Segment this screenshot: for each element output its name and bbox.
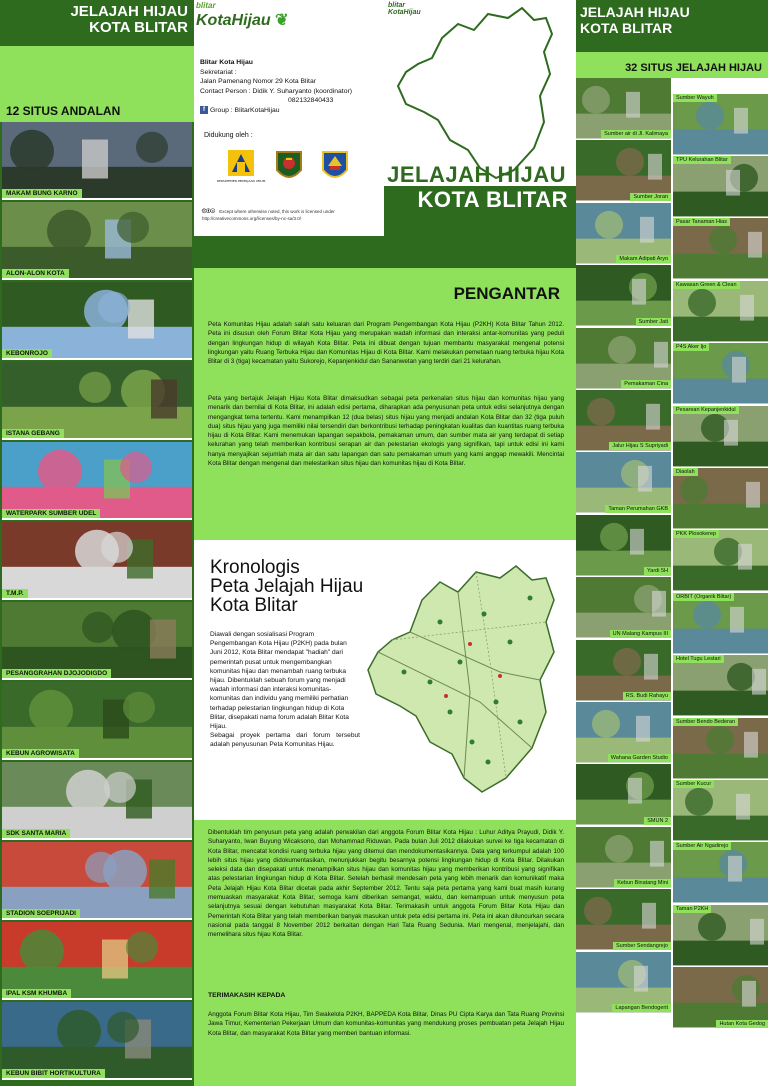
right-site-label: Sumber Kucur	[673, 780, 714, 788]
site-photo-icon	[673, 156, 768, 216]
site-photo-icon	[673, 468, 768, 528]
pengantar-title: PENGANTAR	[453, 284, 560, 303]
right-site-tile	[576, 702, 671, 763]
right-site-tile	[673, 468, 768, 529]
left-site-tile	[2, 842, 192, 920]
site-photo-icon	[2, 122, 192, 198]
right-site-label: TPU Kelurahan Blitar	[673, 156, 731, 164]
right-photo-column	[576, 0, 768, 1086]
lower-paragraph: Dibentuklah tim penyusun peta yang adalah perwakilan dari anggota Forum Blitar Kota Hijau : Luhur Aditya Prayudi, Didik Y. Suharyanto, Iwan Buyung Wicaksono, dan Mohammad Riduwan. Pada bulan Juli 2012 dilakukan survei ke tiga kecamatan di Kota Blitar, mencatat kondisi ruang terbuka hijau yang ditemui dan mendokumentasikannya. Data yang terkumpul adalah 100 lebih situs hijau yang didokumentasikan, menunjukkan begitu besarnya potensi lingkungan hidup di Kota Blitar. Dilakukan seleksi data dan disepakati untuk menampilkan situs hijau dan komunitas hijau yang memberikan kontribusi yang signifikan atas pelestarian lingkungan hidup di Kota Blitar. Setelah berhasil mendesain peta yang lebih menarik dan komunikatif maka Peta Jelajah Hijau Kota Blitar dicetak pada akhir September 2012. Tentu saja peta pertama yang kami buat masih kurang memuaskan masyarakat Kota Blitar, semoga kami diberikan semangat, waktu, dan kemampuan untuk menyusun peta selanjutnya sesuai dengan kebutuhan masyarakat Kota Blitar. Terimakasih untuk anggota Forum Blitar Kota Hijau dan Pemerintah Kota Blitar yang telah memberikan banyak masukan untuk peta edisi pertama ini. Peta ini akan diluncurkan secara nasional pada tanggal 8 November 2012 berkaitan dengan Hari Tata Ruang Sedunia. Mari mengenal, menjelajahi, dan memelihara situs hijau Kota Blitar.	[208, 829, 564, 939]
site-photo-icon	[576, 452, 671, 512]
supported-by-label: Didukung oleh :	[204, 132, 253, 139]
site-photo-icon	[673, 406, 768, 466]
site-photo-icon	[673, 780, 768, 840]
site-photo-icon	[673, 593, 768, 653]
address: Jalan Pamenang Nomor 29 Kota Blitar	[200, 78, 316, 85]
site-photo-icon	[673, 967, 768, 1027]
left-site-label: SDK SANTA MARIA	[2, 829, 70, 838]
right-site-tile	[576, 452, 671, 513]
site-photo-icon	[673, 343, 768, 403]
right-site-tile	[673, 530, 768, 591]
leaf-icon: ❦	[275, 12, 289, 29]
right-site-tile	[673, 967, 768, 1028]
site-photo-icon	[2, 602, 192, 678]
right-site-tile	[673, 718, 768, 779]
pengantar-section	[194, 268, 576, 540]
right-subtitle-band	[576, 52, 768, 78]
cover-title-line1: JELAJAH HIJAU	[387, 162, 566, 187]
right-site-label: RS. Budi Rahayu	[623, 692, 671, 700]
org-name: Blitar Kota Hijau	[200, 59, 253, 66]
right-site-label: Taman P2KH	[673, 905, 711, 913]
left-site-tile	[2, 442, 192, 520]
site-photo-icon	[2, 922, 192, 998]
left-header	[0, 0, 194, 46]
site-photo-icon	[576, 515, 671, 575]
contact-person: Contact Person : Didik Y. Suharyanto (koordinator)	[200, 87, 353, 95]
right-header-line1: JELAJAH HIJAU	[580, 4, 690, 20]
right-site-label: ORBIT (Organik Blitar)	[673, 593, 734, 601]
right-site-tile	[673, 281, 768, 342]
right-site-label: Sumber air di Jl. Kalimaya	[601, 130, 671, 138]
phone: 082132840433	[288, 97, 334, 104]
left-site-label: ISTANA GEBANG	[2, 429, 64, 438]
right-site-tile	[576, 515, 671, 576]
sekretariat-label: Sekretariat :	[200, 68, 237, 76]
license-line	[202, 208, 386, 221]
right-site-label: Kebun Binatang Mini	[614, 879, 671, 887]
site-photo-icon	[576, 827, 671, 887]
left-site-tile	[2, 282, 192, 360]
left-site-label: KEBONROJO	[2, 349, 52, 358]
thanks-text: Anggota Forum Blitar Kota Hijau, Tim Swakelola P2KH, BAPPEDA Kota Blitar, Dinas PU Cipta Karya dan Tata Ruang Provinsi Jawa Timur, Kementerian Pekerjaan Umum dan komunitas-komunitas yang mendukung proses pembuatan peta Jelajah Hijau Kota Blitar, dan masyarakat Kota Blitar yang memberi bantuan informasi.	[208, 1011, 564, 1037]
right-site-label: Hotel Tugu Lestari	[673, 655, 724, 663]
site-photo-icon	[576, 640, 671, 700]
right-site-tile	[576, 952, 671, 1013]
right-site-label: Sumber Air Ngadirejo	[673, 842, 731, 850]
right-site-label: Kawasan Green & Clean	[673, 281, 740, 289]
right-site-tile	[673, 842, 768, 903]
left-site-tile	[2, 602, 192, 680]
jatim-province-emblem-icon	[318, 148, 352, 188]
right-subtitle: 32 SITUS JELAJAH HIJAU	[625, 62, 762, 74]
left-site-tile	[2, 762, 192, 840]
right-site-tile	[673, 343, 768, 404]
right-site-label: Sumber Jati	[636, 318, 671, 326]
left-site-tile	[2, 922, 192, 1000]
right-site-tile	[576, 203, 671, 264]
right-site-tile	[576, 827, 671, 888]
site-photo-icon	[576, 764, 671, 824]
right-site-tile	[673, 905, 768, 966]
site-photo-icon	[2, 442, 192, 518]
right-site-tile	[673, 655, 768, 716]
right-site-label: Sumber Wayuh	[673, 94, 717, 102]
left-site-label: MAKAM BUNG KARNO	[2, 189, 82, 198]
site-photo-icon	[576, 328, 671, 388]
right-site-tile	[673, 593, 768, 654]
right-site-label: Pemakaman Cina	[621, 380, 671, 388]
site-photo-icon	[576, 78, 671, 138]
right-site-tile	[673, 218, 768, 279]
kronologis-paragraph-1: Diawali dengan sosialisasi Program Pengembangan Kota Hijau (P2KH) pada bulan Juni 2012, Kota Blitar mendapat "hadiah" dari pemerintah pusat untuk mengembangkan komunitas hijau dan menambah ruang terbuka hijau. Dibentuklah sebuah forum yang menjadi wadah informasi dan interaksi komunitas-komunitas dan individu yang memiliki perhatian terhadap pelestarian lingkungan hidup di Kota Blitar, disepakati nama forum adalah Blitar Kota Hijau.	[210, 631, 349, 731]
left-photo-column	[0, 0, 194, 1086]
site-photo-icon	[673, 94, 768, 154]
contact-block	[200, 58, 384, 115]
site-photo-icon	[2, 762, 192, 838]
right-site-label: Sumber Joran	[630, 193, 671, 201]
site-photo-icon	[576, 203, 671, 263]
site-photo-icon	[2, 362, 192, 438]
site-photo-icon	[2, 522, 192, 598]
thanks-title: TERIMAKASIH KEPADA	[208, 992, 286, 999]
site-photo-icon	[576, 265, 671, 325]
site-photo-icon	[576, 952, 671, 1012]
left-site-tile	[2, 362, 192, 440]
left-site-tile	[2, 522, 192, 600]
left-site-label: IPAL KSM KHUMBA	[2, 989, 71, 998]
site-photo-icon	[673, 842, 768, 902]
right-site-label: Pesarean Kepanjenkidul	[673, 406, 739, 414]
site-photo-icon	[576, 889, 671, 949]
pengantar-paragraph-2: Peta yang bertajuk Jelajah Hijau Kota Blitar dimaksudkan sebagai peta perkenalan situs hijau dan komunitas hijau yang menarik dan bernilai di Kota Blitar, ini adalah edisi pertama, diharapkan ada penyusunan peta untuk edisi selanjutnya dengan mengangkat tema tertentu. Kami menampilkan 12 (dua belas) situs hijau yang menjadi andalan Kota Blitar dan 32 (tiga puluh dua) situs hijau yang juga memiliki nilai tersendiri dan berkontribusi terhadap peningkatan kualitas dan kuantitas ruang terbuka hijau di Kota Blitar. Kami menemukan lapangan sepakbola, pemakaman umum, dan sumber mata air yang terdapat di setiap kelurahan yang telah memberikan kontribusi serapan air dan pelestarian ekologis yang signifikan, tapi untuk edisi ini kami hanya menyajikan sejumlah mata air dan satu lapangan dan satu pemakaman umum yang kami anggap mewakili. Mencintai Kota Blitar dengan mengenal dan melestarikan situs hijau dan komunitas hijau di Kota Blitar.	[208, 395, 564, 468]
left-subtitle-band	[0, 46, 194, 122]
blitar-city-emblem-icon	[272, 148, 306, 188]
right-site-tile	[576, 577, 671, 638]
right-site-tile	[673, 780, 768, 841]
right-site-label: Sumber Sendangrejo	[613, 942, 671, 950]
left-site-label: KEBUN BIBIT HORTIKULTURA	[2, 1069, 105, 1078]
right-site-tile	[576, 390, 671, 451]
cover-contact-panel	[194, 46, 384, 236]
site-photo-icon	[673, 718, 768, 778]
right-site-label: Pasar Tanaman Hias	[673, 218, 730, 226]
right-site-label: PKK Plosokerep	[673, 530, 719, 538]
lower-section	[194, 820, 576, 1086]
site-photo-icon	[2, 842, 192, 918]
right-site-label: Taman Perumahan GKB	[605, 505, 671, 513]
site-photo-icon	[673, 530, 768, 590]
right-site-tile	[576, 328, 671, 389]
left-header-line1: JELAJAH HIJAU	[70, 3, 188, 20]
site-photo-icon	[576, 702, 671, 762]
center-column	[194, 0, 576, 1086]
site-photo-icon	[673, 905, 768, 965]
site-photo-icon	[576, 390, 671, 450]
kronologis-paragraph-2: Sebagai proyek pertama dari forum tersebut adalah penyusunan Peta Komunitas Hijau.	[210, 732, 360, 749]
left-site-label: WATERPARK SUMBER UDEL	[2, 509, 100, 518]
kronologis-title: Kronologis Peta Jelajah Hijau Kota Blitar	[210, 557, 364, 616]
pu-logo-icon	[216, 148, 266, 188]
logo	[196, 2, 289, 30]
pengantar-paragraph-1: Peta Komunitas Hijau adalah salah satu keluaran dari Program Pengembangan Kota Hijau (P2KH) Kota Blitar Tahun 2012. Peta ini disusun oleh Forum Blitar Kota Hijau yang merupakan wadah informasi dan interaksi antar-komunitas yang peduli dengan lingkungan hidup di wilayah Kota Blitar. Peta ini dibuat dengan tujuan membantu masyarakat mengenal potensi lingkungan yaitu Ruang Terbuka Hijau dan Komunitas Hijau di Kota Blitar. Kami melakukan pemetaan ruang terbuka hijau Kota Blitar di 3 (tiga) kecamatan yaitu Sukorejo, Kepanjenkidul dan Sananwetan yang terdiri dari 21 kelurahan.	[208, 321, 564, 366]
right-site-tile	[673, 406, 768, 467]
right-site-label: SMUN 2	[644, 817, 671, 825]
cover-dark-strip	[194, 236, 384, 268]
site-photo-icon	[576, 140, 671, 200]
kronologis-section	[194, 540, 576, 820]
right-site-tile	[576, 78, 671, 139]
site-photo-icon	[576, 577, 671, 637]
right-site-label: Jalur Hijau S Supriyadi	[609, 442, 671, 450]
right-site-label: P4S Aker Ijo	[673, 343, 709, 351]
left-site-tile	[2, 122, 192, 200]
cover-top	[194, 0, 384, 46]
site-photo-icon	[673, 655, 768, 715]
facebook-icon: f	[200, 106, 208, 114]
left-site-label: T.M.P.	[2, 589, 28, 598]
right-site-label: Wahana Garden Studio	[608, 754, 671, 762]
left-site-tile	[2, 202, 192, 280]
left-header-line2: KOTA BLITAR	[89, 19, 188, 36]
left-site-label: PESANGGRAHAN DJOJODIGDO	[2, 669, 111, 678]
left-site-tile	[2, 682, 192, 760]
right-site-label: Makam Adipati Aryo	[616, 255, 671, 263]
right-header-line2: KOTA BLITAR	[580, 20, 673, 36]
site-photo-icon	[673, 281, 768, 341]
creative-commons-icon: 🅭🅯⊜	[202, 208, 215, 215]
map-panel-logo: blitar KotaHijau	[388, 2, 421, 16]
right-site-tile	[673, 94, 768, 155]
kronologis-text	[210, 630, 360, 750]
site-photo-icon	[2, 202, 192, 278]
right-site-label: Lapangan Bendogerit	[612, 1004, 671, 1012]
right-site-label: Diaolah	[673, 468, 698, 476]
right-site-tile	[576, 889, 671, 950]
site-photo-icon	[2, 282, 192, 358]
license-text[interactable]: Except where otherwise noted, this work is licensed under http://creativecommons.org/licenses/by-nc-sa/3.0/	[202, 209, 335, 221]
right-site-label: Sumber Bendo Bederan	[673, 718, 738, 726]
logo-small-text: blitar	[196, 1, 216, 10]
left-site-tile	[2, 1002, 192, 1080]
right-site-label: UN Malang Kampus III	[610, 630, 671, 638]
right-site-tile	[673, 156, 768, 217]
right-site-tile	[576, 640, 671, 701]
right-site-label: Yardi 5H	[644, 567, 671, 575]
facebook-group[interactable]: Group : BlitarKotaHijau	[210, 106, 280, 114]
svg-text:DEPARTEMEN PEKERJAAN UMUM: DEPARTEMEN PEKERJAAN UMUM	[216, 179, 266, 183]
cover-title-line2: KOTA BLITAR	[417, 187, 568, 212]
right-site-label: Hutan Kota Gedog	[716, 1020, 768, 1028]
right-header	[576, 0, 768, 52]
site-photo-icon	[2, 1002, 192, 1078]
blitar-district-map	[360, 552, 570, 814]
site-photo-icon	[673, 218, 768, 278]
left-site-label: STADION SOEPRIJADI	[2, 909, 80, 918]
right-site-tile	[576, 764, 671, 825]
right-site-tile	[576, 265, 671, 326]
left-site-label: ALON-ALON KOTA	[2, 269, 69, 278]
left-site-label: KEBUN AGROWISATA	[2, 749, 79, 758]
left-subtitle: 12 SITUS ANDALAN	[6, 104, 121, 118]
right-site-tile	[576, 140, 671, 201]
site-photo-icon	[2, 682, 192, 758]
logo-main-text: KotaHijau	[196, 12, 271, 29]
